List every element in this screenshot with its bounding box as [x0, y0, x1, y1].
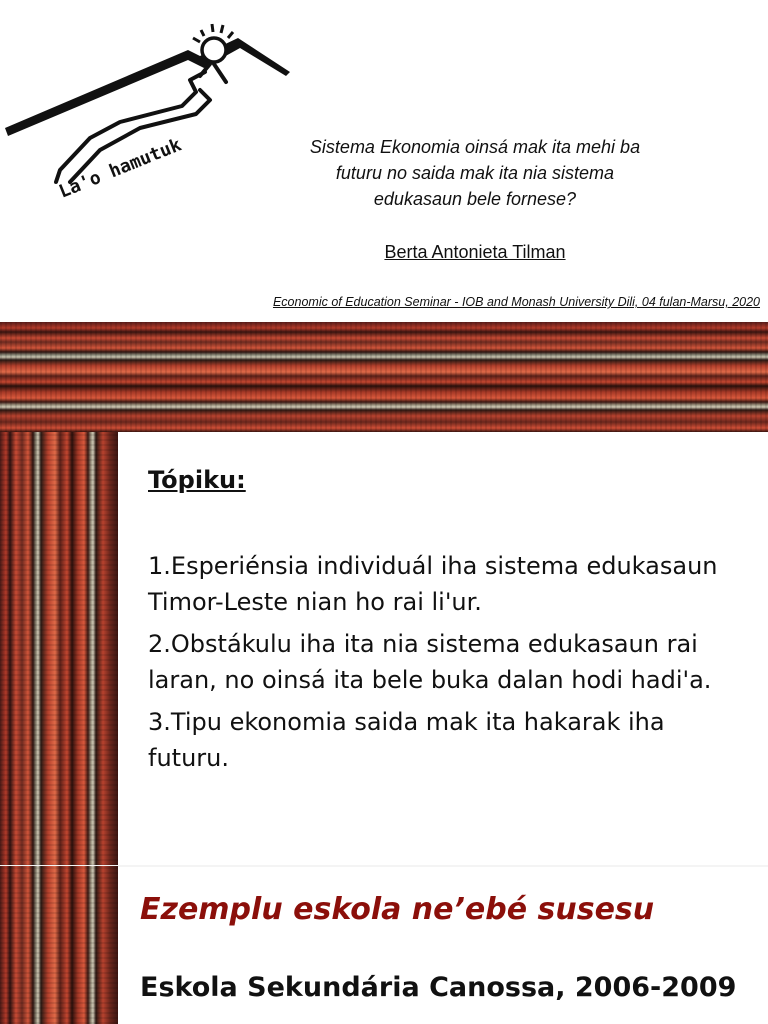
lao-hamutuk-logo: [0, 10, 300, 210]
list-item: 2.Obstákulu iha ita nia sistema edukasaun rai laran, no oinsá ita bele buka dalan hodi hadi'a.: [148, 630, 712, 694]
list-item: 1.Esperiénsia individuál iha sistema edukasaun Timor-Leste nian ho rai li'ur.: [148, 552, 718, 616]
title-slide: [0, 0, 768, 322]
topic-list: [148, 548, 748, 782]
list-item: 3.Tipu ekonomia saida mak ita hakarak iha futuru.: [148, 708, 665, 772]
tais-weave-band: [0, 322, 768, 432]
example-title: Ezemplu eskola ne’ebé susesu: [140, 892, 655, 927]
title-line: Sistema Ekonomia oinsá mak ita mehi ba: [309, 137, 641, 157]
presentation-title: [280, 134, 670, 212]
logo-text: La'o hamutuk: [56, 134, 185, 203]
title-line: futuru no saida mak ita nia sistema: [335, 163, 615, 183]
title-line: edukasaun bele fornese?: [373, 189, 577, 209]
school-name: Eskola Sekundária Canossa, 2006-2009: [140, 972, 737, 1003]
seminar-caption: Economic of Education Seminar - IOB and Monash University Dili, 04 fulan-Marsu, 2020: [272, 295, 760, 309]
topic-heading: Tópiku:: [148, 466, 246, 494]
tais-weave-border-left: [0, 432, 118, 866]
author-name: Berta Antonieta Tilman: [384, 242, 566, 262]
tais-weave-border-left-2: [0, 866, 118, 1024]
